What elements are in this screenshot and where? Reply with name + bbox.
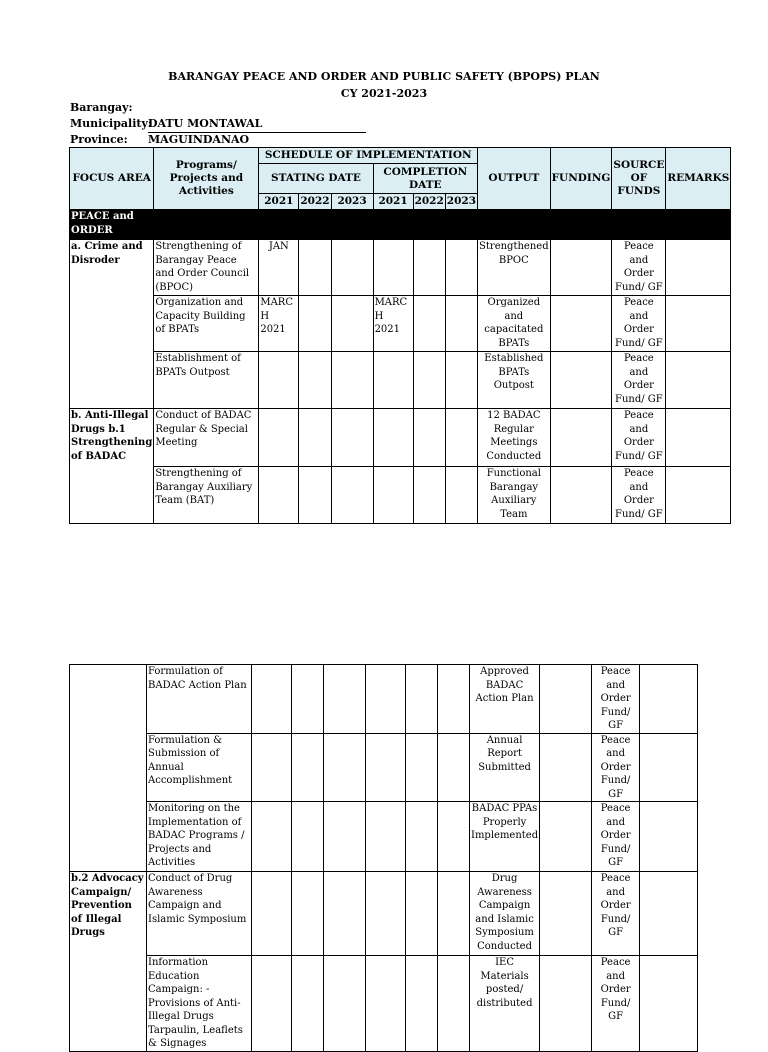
output-cell: Established BPATs Outpost <box>478 352 551 409</box>
schedule-header: SCHEDULE OF IMPLEMENTATION <box>259 148 478 164</box>
ppa-cell: Organization and Capacity Building of BPATs <box>154 296 259 352</box>
source-cell: Peace and Order Fund/ GF <box>612 296 666 352</box>
table-row <box>70 802 698 872</box>
ppa-cell: Formulation of BADAC Action Plan <box>147 665 252 734</box>
ppa-cell: Conduct of Drug Awareness Campaign and Islamic Symposium <box>147 872 252 956</box>
municipality-value: DATU MONTAWAL <box>148 117 366 133</box>
source-cell: Peace and Order Fund/ GF <box>592 872 640 956</box>
table-row <box>70 956 698 1052</box>
table-row <box>70 733 698 802</box>
source-cell: Peace and Order Fund/ GF <box>612 240 666 296</box>
focus-area-cell <box>70 665 147 872</box>
barangay-label: Barangay: <box>70 101 133 114</box>
province-value: MAGUINDANAO <box>148 133 366 149</box>
year-header: 2023 <box>331 194 373 210</box>
table-row <box>70 296 731 352</box>
complete-2021-cell: MARC H 2021 <box>373 296 413 352</box>
plan-table-2 <box>69 664 698 1052</box>
complete-2021-cell <box>373 240 413 296</box>
source-cell: Peace and Order Fund/ GF <box>592 665 640 734</box>
output-cell: Approved BADAC Action Plan <box>470 665 540 734</box>
table-row <box>70 352 731 409</box>
output-cell: Functional Barangay Auxiliary Team <box>478 467 551 524</box>
document-subtitle: CY 2021-2023 <box>340 87 428 100</box>
source-cell: Peace and Order Fund/ GF <box>612 352 666 409</box>
output-cell: 12 BADAC Regular Meetings Conducted <box>478 409 551 467</box>
ppa-cell: Strengthening of Barangay Auxiliary Team (BAT) <box>154 467 259 524</box>
focus-area-cell: b. Anti-Illegal Drugs b.1 Strengthening of BADAC <box>70 409 154 524</box>
source-cell: Peace and Order Fund/ GF <box>612 409 666 467</box>
focus-area-cell: b.2 Advocacy Campaign/ Prevention of Illegal Drugs <box>70 872 147 1052</box>
year-header: 2021 <box>259 194 299 210</box>
start-2021-cell: MARC H 2021 <box>259 296 299 352</box>
table-row <box>70 409 731 467</box>
table-row <box>70 240 731 296</box>
ppa-cell: Monitoring on the Implementation of BADAC Programs / Projects and Activities <box>147 802 252 872</box>
ppa-cell: Strengthening of Barangay Peace and Order Council (BPOC) <box>154 240 259 296</box>
focus-area-cell: a. Crime and Disroder <box>70 240 154 409</box>
start-2021-cell: JAN <box>259 240 299 296</box>
source-cell: Peace and Order Fund/ GF <box>592 956 640 1052</box>
ppa-cell: Information Education Campaign: - Provisions of Anti-Illegal Drugs Tarpaulin, Leaflets & Signages <box>147 956 252 1052</box>
barangay-value <box>148 101 366 116</box>
starting-date-header: STATING DATE <box>259 164 373 194</box>
province-label: Province: <box>70 133 128 146</box>
table-row <box>70 872 698 956</box>
programs-header: Programs/ Projects and Activities <box>154 148 259 210</box>
table-row <box>70 467 731 524</box>
source-cell: Peace and Order Fund/ GF <box>592 802 640 872</box>
year-header: 2022 <box>413 194 445 210</box>
completion-date-header: COMPLETION DATE <box>373 164 477 194</box>
output-cell: IEC Materials posted/ distributed <box>470 956 540 1052</box>
output-header: OUTPUT <box>478 148 551 210</box>
source-cell: Peace and Order Fund/ GF <box>592 733 640 802</box>
source-cell: Peace and Order Fund/ GF <box>612 467 666 524</box>
table-row <box>70 665 698 734</box>
remarks-header: REMARKS <box>666 148 731 210</box>
ppa-cell: Conduct of BADAC Regular & Special Meeting <box>154 409 259 467</box>
ppa-cell: Formulation & Submission of Annual Accomplishment <box>147 733 252 802</box>
output-cell: Annual Report Submitted <box>470 733 540 802</box>
source-header: SOURCE OF FUNDS <box>612 148 666 210</box>
focus-area-header: FOCUS AREA <box>70 148 154 210</box>
plan-table-1 <box>69 147 731 524</box>
document-title: BARANGAY PEACE AND ORDER AND PUBLIC SAFETY (BPOPS) PLAN <box>168 70 600 83</box>
year-header: 2021 <box>373 194 413 210</box>
output-cell: BADAC PPAs Properly Implemented <box>470 802 540 872</box>
funding-header: FUNDING <box>550 148 612 210</box>
ppa-cell: Establishment of BPATs Outpost <box>154 352 259 409</box>
year-header: 2023 <box>445 194 477 210</box>
output-cell: Drug Awareness Campaign and Islamic Symposium Conducted <box>470 872 540 956</box>
municipality-label: Municipality: <box>70 117 152 130</box>
section-label: PEACE and ORDER <box>70 210 154 240</box>
output-cell: Strengthened BPOC <box>478 240 551 296</box>
year-header: 2022 <box>299 194 331 210</box>
output-cell: Organized and capacitated BPATs <box>478 296 551 352</box>
section-row <box>70 210 731 240</box>
